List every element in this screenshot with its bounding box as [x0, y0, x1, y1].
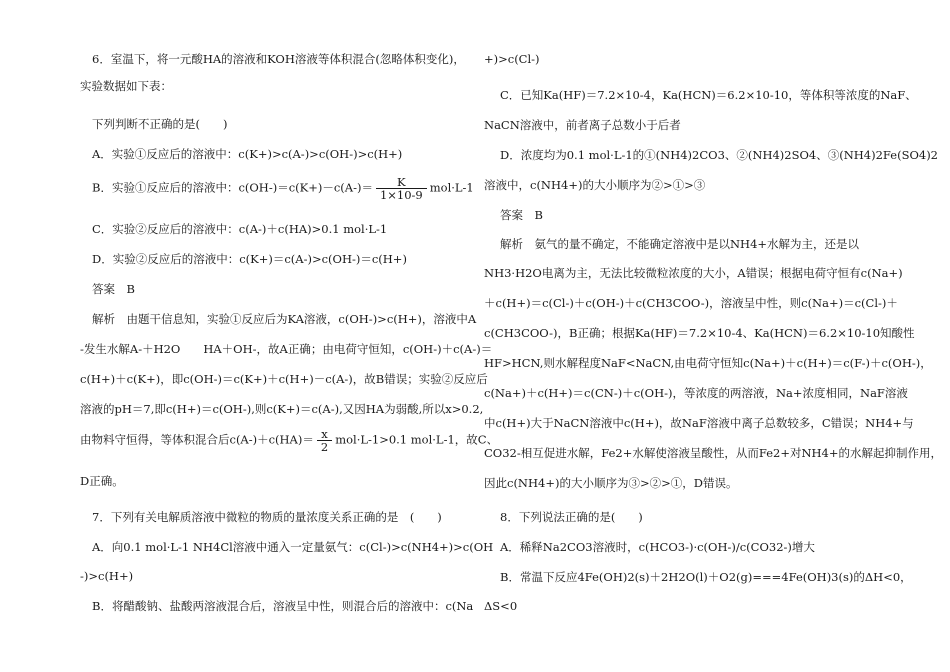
q6-explanation-line1: 解析 由题干信息知，实验①反应后为KA溶液，c(OH-)>c(H+)，溶液中A	[92, 312, 477, 326]
q6-answer: 答案 B	[92, 282, 135, 296]
q7-answer: 答案 B	[500, 208, 543, 222]
q6-option-b-fraction	[376, 176, 427, 201]
q7-explanation-line3: ＋c(H+)＝c(Cl-)＋c(OH-)＋c(CH3COO-)，溶液呈中性，则c(Na+)＝c(Cl-)＋	[484, 296, 898, 310]
q6-explanation-line5-tail: mol·L-1>0.1 mol·L-1，故C、	[335, 432, 499, 447]
fraction-numerator: x	[317, 428, 332, 441]
q6-option-a: A．实验①反应后的溶液中：c(K+)>c(A-)>c(OH-)>c(H+)	[92, 147, 403, 161]
q7-option-b-line2: +)>c(Cl-)	[484, 52, 540, 66]
q7-explanation-line6: c(Na+)＋c(H+)＝c(CN-)＋c(OH-)，等浓度的两溶液，Na+浓度相同，NaF溶液	[484, 386, 908, 400]
q7-stem: 7．下列有关电解质溶液中微粒的物质的量浓度关系正确的是 ( )	[92, 510, 442, 524]
q6-explanation-line4: 溶液的pH＝7,即c(H+)＝c(OH-),则c(K+)＝c(A-),又因HA为弱酸,所以x>0.2,	[80, 402, 484, 416]
q6-explanation-line6: D正确。	[80, 474, 124, 488]
q8-stem: 8．下列说法正确的是( )	[500, 510, 643, 524]
q8-option-b-line2: ΔS<0	[484, 599, 518, 613]
q7-explanation-line2: NH3·H2O电离为主，无法比较微粒浓度的大小，A错误；根据电荷守恒有c(Na+)	[484, 266, 903, 280]
fraction-numerator: K	[376, 176, 427, 189]
q7-option-c-line1: C．已知Ka(HF)＝7.2×10-4，Ka(HCN)＝6.2×10-10，等体积等浓度的NaF、	[500, 88, 917, 102]
q6-explanation-line2: -发生水解A-＋H2O HA＋OH-，故A正确；由电荷守恒知，c(OH-)＋c(A-)＝	[80, 342, 493, 356]
q6-explanation-line5-text: 由物料守恒得，等体积混合后c(A-)＋c(HA)＝	[80, 432, 314, 447]
q7-option-a-line1: A．向0.1 mol·L-1 NH4Cl溶液中通入一定量氨气：c(Cl-)>c(NH4+)>c(OH	[92, 540, 494, 554]
q7-option-c-line2: NaCN溶液中，前者离子总数小于后者	[484, 118, 681, 132]
q8-option-a: A．稀释Na2CO3溶液时，c(HCO3-)·c(OH-)/c(CO32-)增大	[500, 540, 815, 554]
q6-option-c: C．实验②反应后的溶液中：c(A-)＋c(HA)>0.1 mol·L-1	[92, 222, 388, 236]
q7-option-d-line1: D．浓度均为0.1 mol·L-1的①(NH4)2CO3、②(NH4)2SO4、③(NH4)2Fe(SO4)2	[500, 148, 938, 162]
q6-option-b	[92, 176, 474, 201]
q6-prompt: 下列判断不正确的是( )	[92, 117, 228, 131]
q6-explanation-line5	[80, 428, 498, 453]
q6-option-b-unit: mol·L-1	[429, 180, 474, 195]
q6-stem-line1: 6．室温下，将一元酸HA的溶液和KOH溶液等体积混合(忽略体积变化)，	[92, 52, 465, 66]
fraction-denominator: 2	[320, 440, 329, 454]
q6-explanation-fraction	[317, 428, 332, 453]
q7-explanation-line8: CO32-相互促进水解，Fe2+水解使溶液呈酸性，从而Fe2+对NH4+的水解起抑制作用，	[484, 446, 943, 460]
q7-option-a-line2: -)>c(H+)	[80, 569, 134, 583]
q8-option-b-line1: B．常温下反应4Fe(OH)2(s)＋2H2O(l)＋O2(g)===4Fe(OH)3(s)的ΔH<0，	[500, 570, 912, 584]
q7-option-d-line2: 溶液中，c(NH4+)的大小顺序为②>①>③	[484, 178, 706, 192]
q7-explanation-line4: c(CH3COO-)，B正确；根据Ka(HF)＝7.2×10-4、Ka(HCN)＝6.2×10-10知酸性	[484, 326, 915, 340]
q6-option-d: D．实验②反应后的溶液中：c(K+)＝c(A-)>c(OH-)＝c(H+)	[92, 252, 407, 266]
q7-explanation-line1: 解析 氨气的量不确定，不能确定溶液中是以NH4+水解为主，还是以	[500, 237, 860, 251]
fraction-denominator: 1×10-9	[379, 188, 423, 202]
q6-stem-line2: 实验数据如下表：	[80, 79, 172, 93]
q6-explanation-line3: c(H+)＋c(K+)，即c(OH-)＝c(K+)＋c(H+)－c(A-)，故B错误；实验②反应后	[80, 372, 488, 386]
q7-explanation-line5: HF>HCN,则水解程度NaF<NaCN,由电荷守恒知c(Na+)＋c(H+)＝c(F-)＋c(OH-)，	[484, 356, 932, 370]
q7-option-b-line1: B．将醋酸钠、盐酸两溶液混合后，溶液呈中性，则混合后的溶液中：c(Na	[92, 599, 474, 613]
q7-explanation-line9: 因此c(NH4+)的大小顺序为③>②>①，D错误。	[484, 476, 738, 490]
q7-explanation-line7: 中c(H+)大于NaCN溶液中c(H+)，故NaF溶液中离子总数较多，C错误；NH4+与	[484, 416, 914, 430]
q6-option-b-text: B．实验①反应后的溶液中：c(OH-)＝c(K+)－c(A-)＝	[92, 180, 373, 195]
